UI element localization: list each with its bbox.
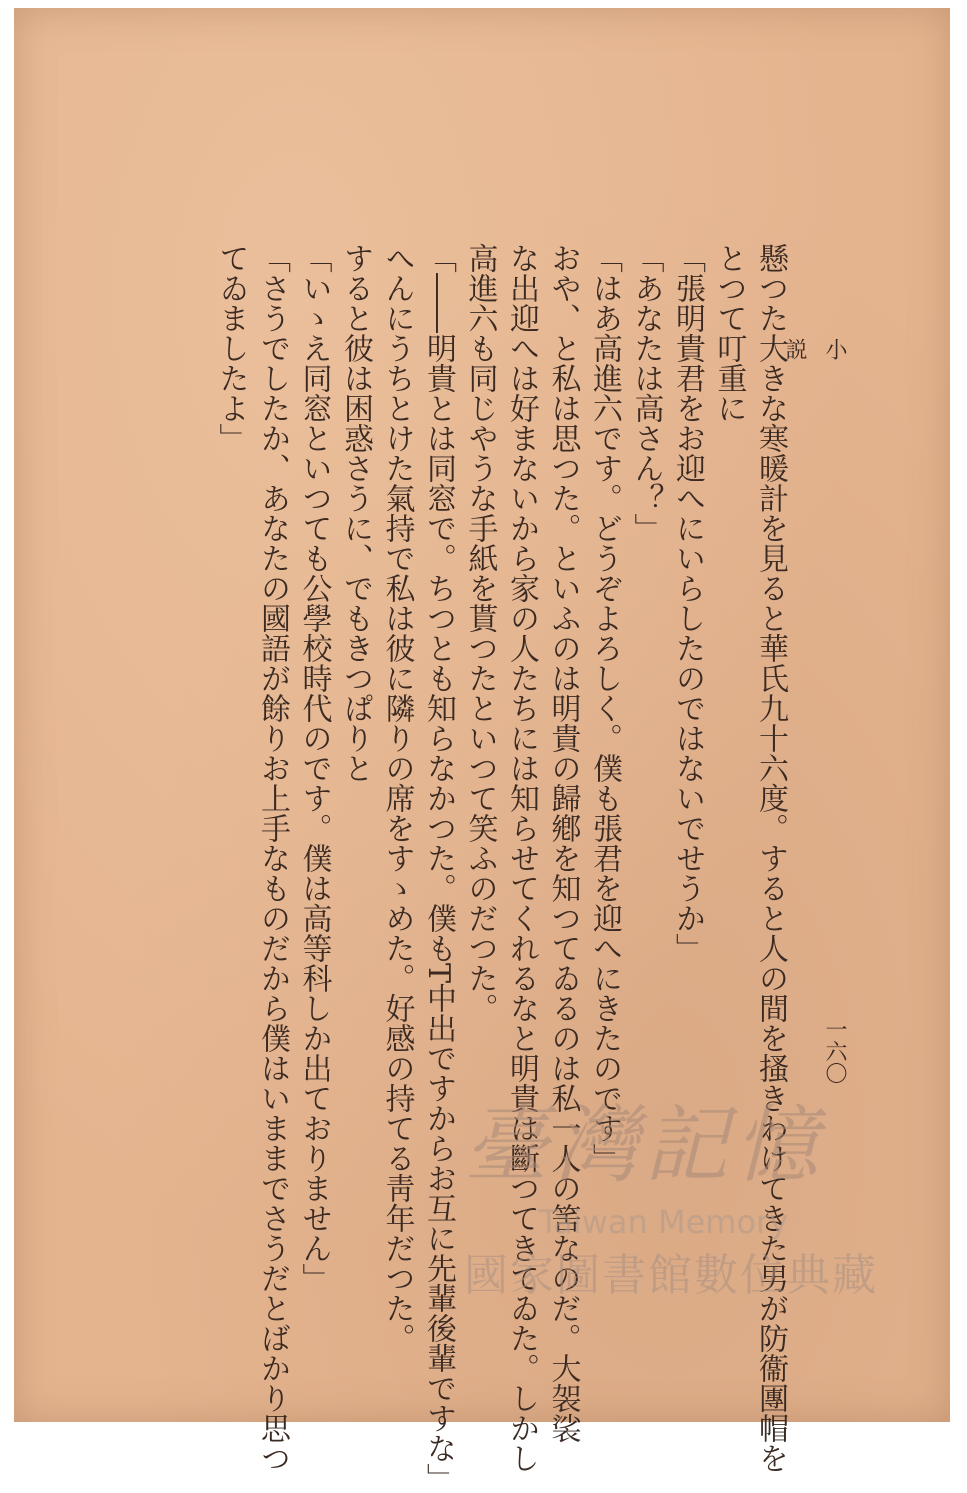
text-line: 「あなたは高さん？」 bbox=[628, 243, 664, 543]
watermark-subtitle: Taiwan Memory bbox=[539, 1203, 789, 1241]
text-line: おや、と私は思つた。といふのは明貴の歸鄕を知つてゐるのは私一人の筈なのだ。大袈裟 bbox=[545, 243, 581, 1443]
text-line: 「さうでしたか、あなたの國語が餘りお上手なものだから僕はいままでさうだとばかり思つ bbox=[255, 243, 290, 1473]
text-line: 高進六も同じやうな手紙を貰つたといつて笑ふのだつた。 bbox=[462, 243, 498, 1023]
watermark bbox=[444, 1098, 924, 1338]
text-line: てゐましたよ」 bbox=[213, 243, 249, 453]
running-header: 小 説 bbox=[782, 338, 847, 470]
text-line: 「はあ高進六です。どうぞよろしく。僕も張君を迎へにきたのです」 bbox=[587, 243, 622, 1173]
text-line: な出迎へは好まないから家の人たちには知らせてくれるなと明貴は斷つてきてゐた。しかし bbox=[504, 243, 539, 1473]
text-line: 「いゝえ同窓といつても公學校時代のです。僕は高等科しか出ておりません」 bbox=[296, 243, 332, 1293]
watermark-organization: 國家圖書館數位典藏 bbox=[464, 1250, 878, 1301]
book-page bbox=[14, 8, 950, 1493]
text-line: 「――明貴とは同窓で。ちつとも知らなかつた。僕もT中出ですからお互に先輩後輩ですな」 bbox=[421, 243, 456, 1493]
text-line: すると彼は困惑さうに、でもきつぱりと bbox=[338, 243, 373, 783]
watermark-logo: 臺灣記憶 bbox=[464, 1096, 825, 1194]
text-line: 「張明貴君をお迎へにいらしたのではないでせうか」 bbox=[670, 243, 705, 963]
text-line: 懸つた大きな寒暖計を見ると華氏九十六度。すると人の間を搔きわけてきた男が防衞團帽を bbox=[753, 243, 788, 1473]
page-number: 一六〇 bbox=[822, 1018, 847, 1084]
text-line: へんにうちとけた氣持で私は彼に隣りの席をすゝめた。好感の持てる靑年だつた。 bbox=[379, 243, 415, 1353]
text-line: とつて叮重に bbox=[711, 243, 747, 423]
